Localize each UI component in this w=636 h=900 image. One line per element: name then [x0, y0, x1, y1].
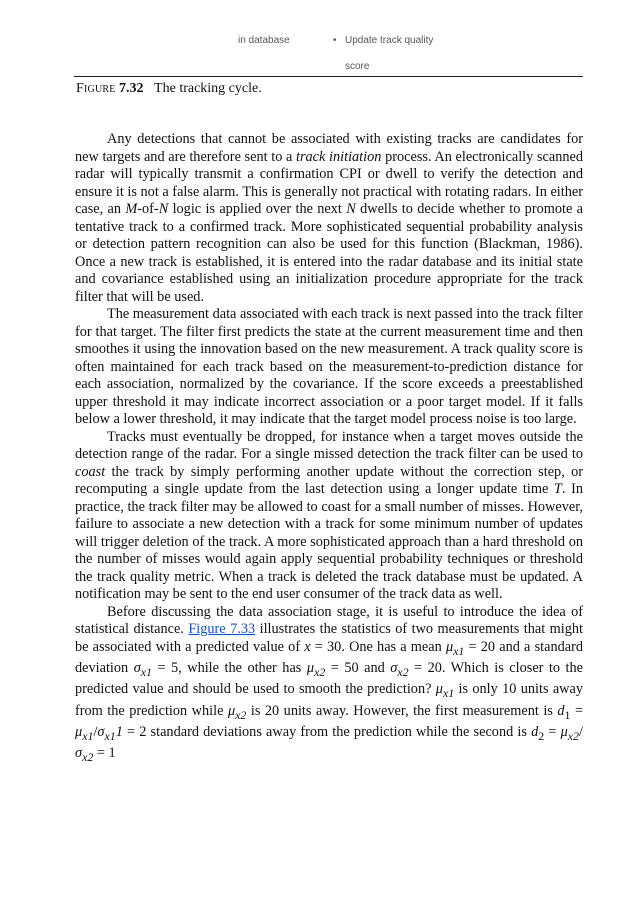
figure-fragment-left: in database: [238, 35, 290, 46]
figure-7-33-link[interactable]: Figure 7.33: [188, 621, 256, 637]
caption-text: The tracking cycle.: [154, 81, 262, 96]
figure-divider: [74, 76, 583, 77]
figure-bullet: •: [333, 35, 337, 46]
paragraph-4: Before discussing the data association stage, it is useful to introduce the idea of statistical distance. Figure 7.33 illustrates the statistics of two measurements that might be associated with a predicted value of x = 30. One has a mean $\mu_{x1} = 20$ and a standard deviation $\sigma_{x1} = 5$, while the other has $\mu_{x2} = 50$ and $\sigma_{x2} = 20$. Which is closer to the predicted value and should be used to smooth the prediction? $\mu_{x1}$ is only 10 units away from the prediction while $\mu_{x2}$ is 20 units away. However, the first measurement is $d_1 = \mu_{x1}/\sigma_{x1}1 = 2$ standard deviations away from the prediction while the second is $d_2 = \mu_{x2}/\sigma_{x2} = 1$: [75, 603, 584, 765]
paragraph-1: Any detections that cannot be associated with existing tracks are candidates for new targets and are therefore sent to a track initiation process. An electronically scanned radar will typically transmit a confirmation CPI or dwell to verify the detection and ensure it is not a false alarm. This is generally not practical with rotating radars. In either case, an M-of-N logic is applied over the next N dwells to decide whether to promote a tentative track to a confirmed track. More sophisticated sequential probability analysis or detection pattern recognition can also be used for this function (Blackman, 1986). Once a new track is established, it is entered into the radar database and its initial state and covariance established using an initialization procedure appropriate for the track filter that will be used.: [75, 131, 583, 305]
figure-cutoff: [0, 35, 636, 74]
paragraph-2: The measurement data associated with each track is next passed into the track filter for that target. The filter first predicts the state at the current measurement time and then smoothes it using the innovation based on the new measurement. A track quality score is often maintained for each track based on the measurement-to-prediction distance for each association, normalized by the covariance. If the score exceeds a preestablished upper threshold it may indicate incorrect association or a poor target model. If it falls below a lower threshold, it may indicate that the target model process noise is too large.: [75, 306, 583, 427]
figure-caption: [76, 80, 262, 98]
figure-fragment-right-2: score: [345, 61, 370, 72]
body-text: [75, 131, 583, 767]
caption-label: Figure: [76, 81, 116, 96]
paragraph-3: Tracks must eventually be dropped, for instance when a target moves outside the detection range of the radar. For a single missed detection the track filter can be used to coast the track by simply performing another update without the correction step, or recomputing a single update from the last detection using a longer update time T. In practice, the track filter may be allowed to coast for a small number of misses. However, failure to associate a new detection with a track for some minimum number of updates will trigger deletion of the track. A more sophisticated approach than a hard threshold on the number of misses would again apply sequential probability techniques or threshold the track quality metric. When a track is deleted the track database must be updated. A notification may be sent to the end user consumer of the track data as well.: [75, 428, 583, 602]
caption-number: 7.32: [119, 81, 144, 96]
figure-fragment-right-1: Update track quality: [345, 35, 434, 46]
